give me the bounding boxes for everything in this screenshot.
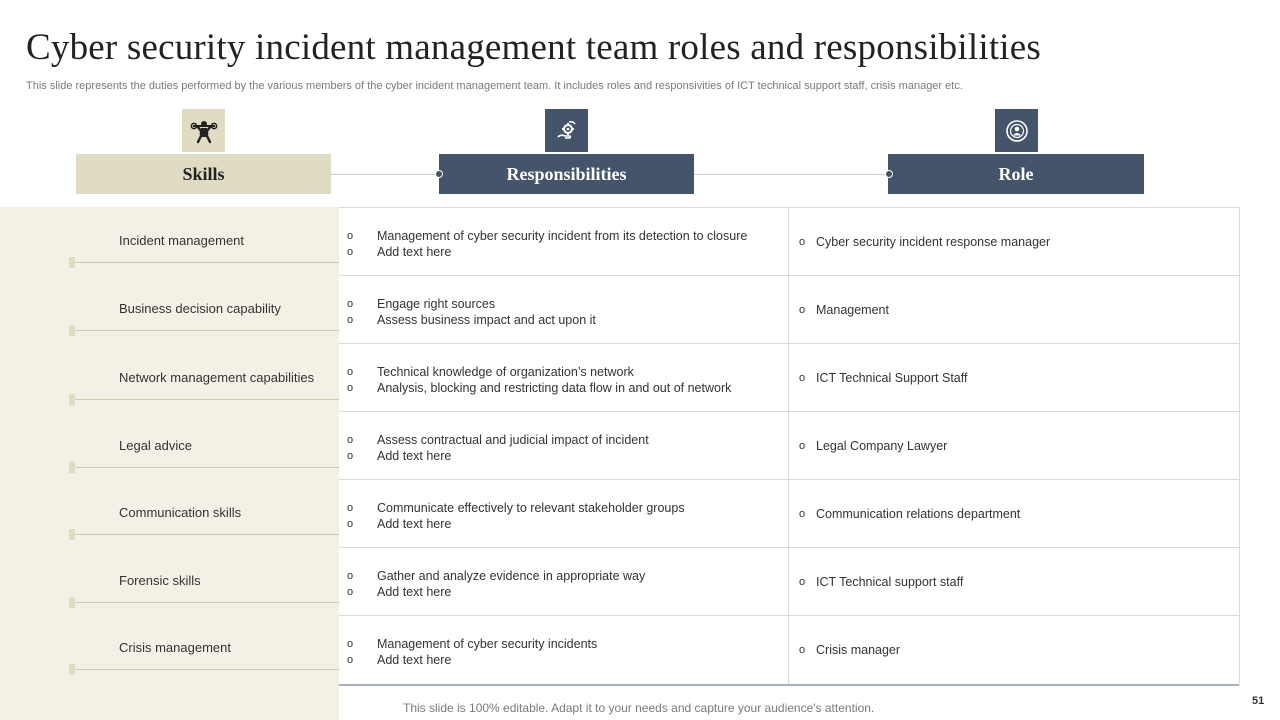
responsibility-text: Assess business impact and act upon it	[377, 313, 596, 327]
skill-label: Crisis management	[119, 640, 231, 655]
bullet-marker: o	[347, 450, 354, 462]
role-text: ICT Technical support staff	[816, 575, 964, 589]
bullet-marker: o	[347, 518, 354, 530]
role-text: Cyber security incident response manager	[816, 235, 1051, 249]
skill-divider	[73, 602, 339, 603]
responsibility-text: Analysis, blocking and restricting data flow in and out of network	[377, 381, 732, 395]
hand-gear-icon	[545, 109, 588, 152]
bullet-marker: o	[347, 586, 354, 598]
bullet-marker: o	[347, 230, 354, 242]
list-item	[347, 228, 747, 244]
responsibility-text: Communicate effectively to relevant stakeholder groups	[377, 501, 685, 515]
table-row	[339, 480, 1239, 548]
bullet-marker: o	[347, 502, 354, 514]
role-cell	[789, 344, 1239, 411]
list-item	[799, 438, 947, 454]
skill-tick	[69, 462, 75, 473]
skill-row	[0, 275, 339, 343]
skill-row	[0, 412, 339, 480]
responsibilities-cell	[339, 616, 789, 684]
skill-row	[0, 479, 339, 547]
skill-divider	[73, 534, 339, 535]
list-item	[347, 432, 649, 448]
list-item	[799, 574, 963, 590]
bullet-marker: o	[347, 382, 354, 394]
footer-note: This slide is 100% editable. Adapt it to your needs and capture your audience's attention.	[403, 701, 875, 715]
bullet-marker: o	[799, 440, 806, 452]
responsibilities-cell	[339, 276, 789, 343]
list-item	[347, 296, 495, 312]
responsibility-text: Add text here	[377, 517, 452, 531]
responsibility-text: Engage right sources	[377, 297, 496, 311]
list-item	[799, 642, 900, 658]
responsibility-text: Add text here	[377, 449, 452, 463]
table-row	[339, 276, 1239, 344]
weightlifter-icon	[182, 109, 225, 152]
bullet-marker: o	[347, 366, 354, 378]
skill-tick	[69, 325, 75, 336]
list-item	[347, 516, 451, 532]
skill-divider	[73, 669, 339, 670]
role-cell	[789, 480, 1239, 547]
skill-label: Legal advice	[119, 438, 192, 453]
list-item	[347, 380, 731, 396]
responsibilities-cell	[339, 208, 789, 275]
page-number: 51	[1252, 695, 1265, 707]
list-item	[347, 312, 596, 328]
bullet-marker: o	[799, 372, 806, 384]
role-text: Communication relations department	[816, 507, 1021, 521]
role-text: Crisis manager	[816, 643, 901, 657]
responsibilities-cell	[339, 344, 789, 411]
bullet-marker: o	[347, 570, 354, 582]
list-item	[347, 568, 645, 584]
skill-divider	[73, 399, 339, 400]
responsibility-text: Add text here	[377, 585, 452, 599]
skills-header: Skills	[76, 154, 331, 194]
skill-divider	[73, 330, 339, 331]
responsibility-text: Management of cyber security incidents	[377, 637, 598, 651]
list-item	[347, 244, 451, 260]
skill-divider	[73, 467, 339, 468]
bullet-marker: o	[799, 508, 806, 520]
bullet-marker: o	[347, 638, 354, 650]
responsibilities-table	[339, 207, 1240, 685]
table-row	[339, 208, 1239, 276]
table-row	[339, 616, 1239, 686]
list-item	[347, 448, 451, 464]
skill-divider	[73, 262, 339, 263]
responsibility-text: Management of cyber security incident from its detection to closure	[377, 229, 748, 243]
slide-title: Cyber security incident management team roles and responsibilities	[26, 27, 1042, 68]
skills-panel	[0, 207, 339, 720]
skill-label: Network management capabilities	[119, 370, 315, 385]
list-item	[799, 506, 1020, 522]
responsibilities-cell	[339, 480, 789, 547]
bullet-marker: o	[799, 304, 806, 316]
role-text: ICT Technical Support Staff	[816, 371, 968, 385]
responsibility-text: Technical knowledge of organization’s network	[377, 365, 634, 379]
skill-label: Forensic skills	[119, 573, 201, 588]
skill-tick	[69, 257, 75, 268]
role-cell	[789, 616, 1239, 684]
bullet-marker: o	[799, 236, 806, 248]
skill-row	[0, 547, 339, 615]
user-circle-icon	[995, 109, 1038, 152]
skill-tick	[69, 529, 75, 540]
table-row	[339, 412, 1239, 480]
role-cell	[789, 208, 1239, 275]
role-cell	[789, 276, 1239, 343]
list-item	[347, 584, 451, 600]
list-item	[347, 636, 597, 652]
responsibilities-cell	[339, 412, 789, 479]
role-cell	[789, 412, 1239, 479]
responsibility-text: Assess contractual and judicial impact of incident	[377, 433, 649, 447]
slide-subtitle: This slide represents the duties performed by the various members of the cyber incident management team. It includes roles and responsivities of ICT technical support staff, crisis manager etc.	[26, 80, 963, 92]
skill-label: Communication skills	[119, 505, 242, 520]
bullet-marker: o	[347, 246, 354, 258]
responsibilities-header: Responsibilities	[439, 154, 694, 194]
responsibilities-cell	[339, 548, 789, 615]
skill-tick	[69, 664, 75, 675]
responsibility-text: Add text here	[377, 245, 452, 259]
connector-dot	[435, 170, 443, 178]
bullet-marker: o	[347, 298, 354, 310]
responsibility-text: Add text here	[377, 653, 452, 667]
list-item	[799, 302, 889, 318]
skill-tick	[69, 597, 75, 608]
list-item	[347, 364, 634, 380]
skill-row	[0, 614, 339, 682]
skill-tick	[69, 394, 75, 405]
table-row	[339, 548, 1239, 616]
bullet-marker: o	[347, 314, 354, 326]
connector-dot	[885, 170, 893, 178]
skill-row	[0, 207, 339, 275]
list-item	[799, 234, 1050, 250]
bullet-marker: o	[799, 576, 806, 588]
role-text: Legal Company Lawyer	[816, 439, 948, 453]
bullet-marker: o	[347, 434, 354, 446]
bullet-marker: o	[347, 654, 354, 666]
role-cell	[789, 548, 1239, 615]
list-item	[347, 652, 451, 668]
role-header: Role	[888, 154, 1144, 194]
table-row	[339, 344, 1239, 412]
role-text: Management	[816, 303, 889, 317]
list-item	[799, 370, 967, 386]
bullet-marker: o	[799, 644, 806, 656]
skill-label: Business decision capability	[119, 301, 281, 316]
list-item	[347, 500, 685, 516]
responsibility-text: Gather and analyze evidence in appropriate way	[377, 569, 646, 583]
skill-row	[0, 344, 339, 412]
skill-label: Incident management	[119, 233, 245, 248]
